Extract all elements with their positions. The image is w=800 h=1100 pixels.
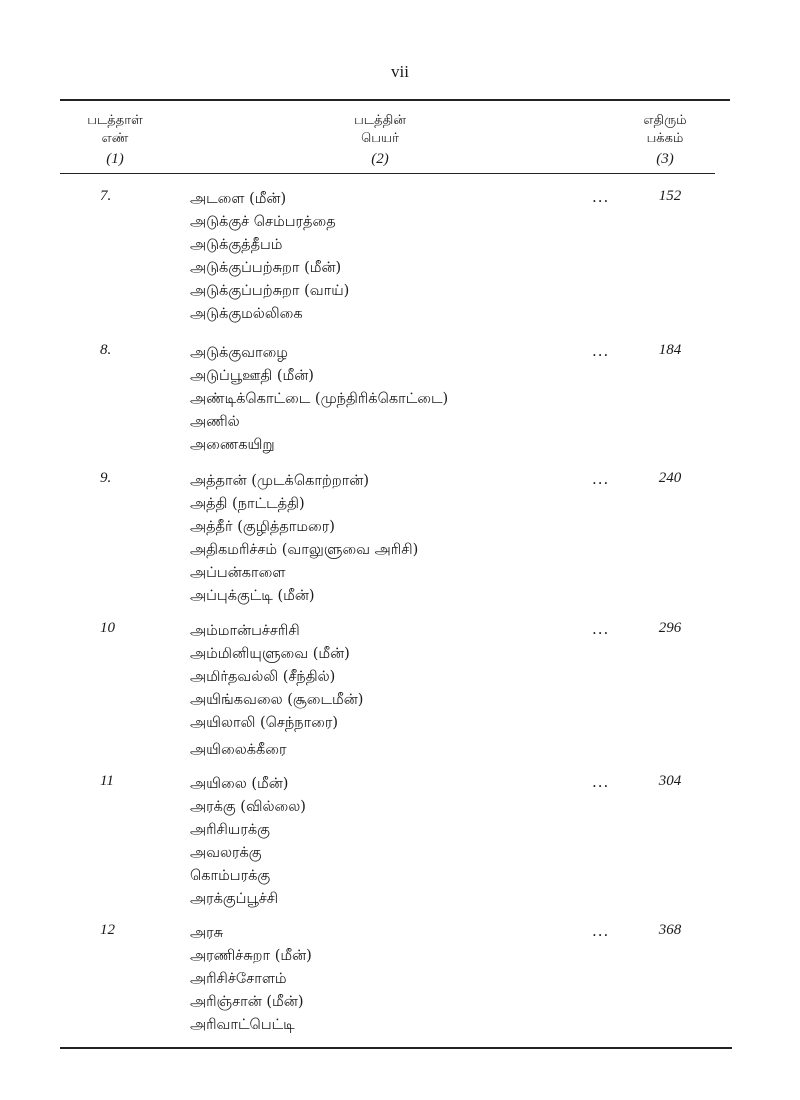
plate-name: அரக்கு (வில்லை) (190, 799, 306, 815)
plate-name: அரிவாட்பெட்டி (190, 1017, 295, 1033)
plate-name: அவலரக்கு (190, 845, 262, 861)
plate-name: அடுப்பூஊதி (மீன்) (190, 368, 314, 384)
plate-name: அடுக்குப்பற்சுறா (மீன்) (190, 260, 342, 276)
facing-page-number: 296 (658, 620, 682, 636)
plate-name: அரசு (190, 925, 224, 941)
plate-number: 7. (100, 188, 112, 204)
header-plate-line2: எண் (101, 131, 129, 146)
plate-name: கொம்பரக்கு (190, 868, 271, 884)
header-plate-line1: படத்தாள் (87, 113, 143, 128)
leader-dots: ... (592, 922, 610, 940)
plate-name-list (190, 922, 312, 1037)
plate-name: அரணிச்சுறா (மீன்) (190, 948, 312, 964)
leader-dots: ... (592, 470, 610, 488)
header-page-col-number: (3) (656, 151, 674, 167)
plate-name: அத்தீர் (குழித்தாமரை) (190, 519, 335, 535)
plate-number: 9. (100, 470, 112, 486)
plate-name: அடுக்குமல்லிகை (190, 306, 303, 322)
header-plate-number (70, 112, 160, 168)
plate-name: அம்மினியுளுவை (மீன்) (190, 646, 350, 662)
plate-name: அத்தான் (முடக்கொற்றான்) (190, 473, 369, 489)
header-plate-name (320, 112, 440, 168)
header-name-col-number: (2) (371, 151, 389, 167)
plate-name: அதிகமரிச்சம் (வாலுளுவை அரிசி) (190, 542, 419, 558)
facing-page-number: 152 (658, 188, 682, 204)
plate-name: அம்மான்பச்சரிசி (190, 623, 300, 639)
header-rule (60, 173, 715, 174)
header-name-line2: பெயர் (361, 131, 399, 146)
plate-name-list (190, 470, 418, 608)
facing-page-number: 304 (658, 773, 682, 789)
plate-name: அப்புக்குட்டி (மீன்) (190, 588, 315, 604)
facing-page-number: 368 (658, 922, 682, 938)
header-page-line2: பக்கம் (646, 131, 684, 146)
plate-number: 8. (100, 342, 112, 358)
header-name-line1: படத்தின் (354, 113, 406, 128)
facing-page-number: 240 (658, 470, 682, 486)
plate-name: அடுக்குத்தீபம் (190, 237, 283, 253)
plate-name: அணைகயிறு (190, 437, 275, 453)
plate-name: அரக்குப்பூச்சி (190, 891, 279, 907)
plate-name-list (190, 188, 349, 326)
header-facing-page (625, 112, 705, 168)
plate-name: அடுக்குச் செம்பரத்தை (190, 214, 336, 230)
plate-name: அமிர்தவல்லி (சீந்தில்) (190, 669, 336, 685)
plate-name: அயிங்கவலை (சூடைமீன்) (190, 692, 364, 708)
plate-name: அரிசியரக்கு (190, 822, 270, 838)
plate-name: அப்பன்காளை (190, 565, 286, 581)
plate-name: அயிலைக்கீரை (190, 742, 287, 758)
plate-number: 12 (100, 922, 115, 938)
leader-dots: ... (592, 620, 610, 638)
leader-dots: ... (592, 342, 610, 360)
top-rule (60, 99, 730, 101)
plate-name: அயிலாலி (செந்நாரை) (190, 715, 339, 731)
plate-name: அடுக்குவாழை (190, 345, 288, 361)
plate-name: அடுக்குப்பற்சுறா (வாய்) (190, 283, 350, 299)
leader-dots: ... (592, 188, 610, 206)
page-number: vii (391, 62, 409, 81)
plate-number: 10 (100, 620, 115, 636)
plate-number: 11 (100, 773, 114, 789)
header-plate-col-number: (1) (106, 151, 124, 167)
facing-page-number: 184 (658, 342, 682, 358)
plate-name-list (190, 773, 306, 911)
plate-name-list (190, 620, 363, 762)
plate-name: அடளை (மீன்) (190, 191, 287, 207)
bottom-rule (60, 1047, 732, 1049)
plate-name-list (190, 342, 448, 457)
plate-name: அயிலை (மீன்) (190, 776, 289, 792)
plate-name: அரிசிச்சோளம் (190, 971, 287, 987)
leader-dots: ... (592, 773, 610, 791)
plate-name: அணில் (190, 414, 240, 430)
plate-name: அண்டிக்கொட்டை (முந்திரிக்கொட்டை) (190, 391, 449, 407)
header-page-line1: எதிரும் (643, 113, 687, 128)
plate-name: அரிஞ்சான் (மீன்) (190, 994, 304, 1010)
plate-name: அத்தி (நாட்டத்தி) (190, 496, 305, 512)
